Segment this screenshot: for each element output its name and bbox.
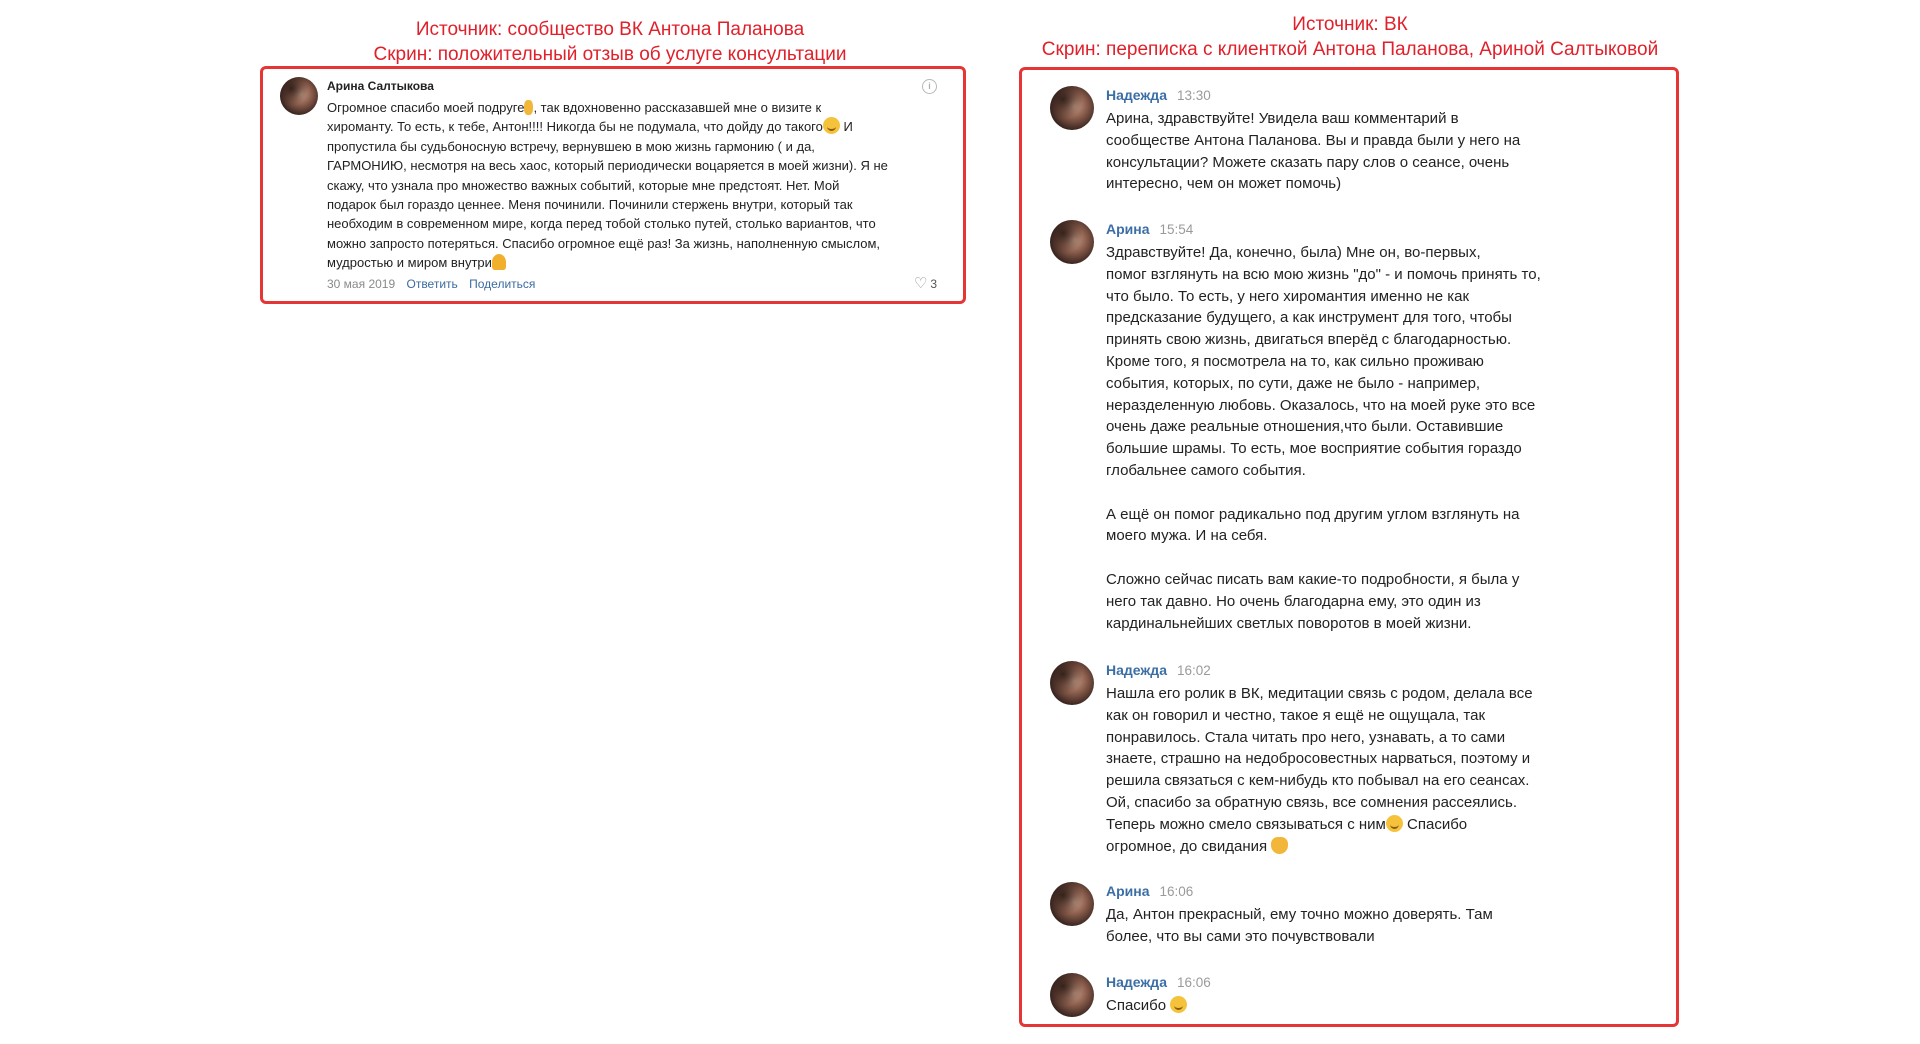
avatar[interactable] bbox=[1050, 973, 1094, 1017]
avatar[interactable] bbox=[280, 77, 318, 115]
message-line: Теперь можно смело связываться с ним Спасибо bbox=[1106, 815, 1468, 833]
sender-name[interactable]: Надежда bbox=[1106, 662, 1167, 678]
smile-emoji-icon bbox=[1386, 815, 1403, 832]
message-line: консультации? Можете сказать пару слов о сеансе, очень bbox=[1106, 153, 1510, 171]
message-time: 13:30 bbox=[1176, 88, 1211, 103]
waving-hand-emoji-icon bbox=[1271, 837, 1288, 854]
caption-right bbox=[1020, 12, 1680, 62]
caption-left-source: Источник: сообщество ВК Антона Паланова bbox=[415, 19, 805, 40]
message-line: неразделенную любовь. Оказалось, что на моей руке это все bbox=[1106, 396, 1536, 414]
message-line: Арина, здравствуйте! Увидела ваш комментарий в bbox=[1106, 110, 1459, 127]
avatar[interactable] bbox=[1050, 86, 1094, 130]
caption-right-screen: Скрин: переписка с клиенткой Антона Паланова, Ариной Салтыковой bbox=[1041, 39, 1659, 60]
message-time: 16:06 bbox=[1176, 975, 1211, 990]
sender-name[interactable]: Арина bbox=[1106, 221, 1150, 237]
review-line: необходим в современном мире, когда перед тобой столько путей, столько вариантов, что bbox=[327, 216, 876, 232]
message-line: принять свою жизнь, двигаться вперёд с благодарностью. bbox=[1106, 331, 1512, 349]
like-count: 3 bbox=[930, 277, 937, 291]
message-line: Да, Антон прекрасный, ему точно можно доверять. Там bbox=[1106, 906, 1493, 923]
message-line: понравилось. Стала читать про него, узнавать, а то сами bbox=[1106, 728, 1506, 746]
smile-emoji-icon bbox=[1170, 996, 1187, 1013]
share-link[interactable]: Поделиться bbox=[469, 277, 536, 291]
info-icon[interactable]: i bbox=[922, 79, 937, 94]
review-line: мудростью и миром внутри bbox=[327, 253, 947, 272]
message-line: огромное, до свидания bbox=[1106, 836, 1533, 858]
review-line: подарок был гораздо ценнее. Меня починили. Починили стержень внутри, который так bbox=[327, 197, 853, 213]
review-date[interactable]: 30 мая 2019 bbox=[327, 277, 396, 291]
heart-icon: ♡ bbox=[913, 275, 928, 292]
message-line: решила связаться с кем-нибудь кто побывал на его сеансах. bbox=[1106, 772, 1530, 790]
message-header bbox=[1106, 87, 1211, 103]
message-spacer bbox=[1106, 482, 1541, 504]
review-author-name[interactable]: Арина Салтыкова bbox=[327, 79, 434, 93]
message-line: моего мужа. И на себя. bbox=[1106, 527, 1268, 545]
message-time: 15:54 bbox=[1159, 222, 1194, 237]
review-line: Огромное спасибо моей подруге , так вдохновенно рассказавшей мне о визите к bbox=[327, 100, 822, 115]
message-header bbox=[1106, 662, 1211, 678]
message-line: Здравствуйте! Да, конечно, была) Мне он, во-первых, bbox=[1106, 244, 1481, 261]
message-line: него так давно. Но очень благодарна ему, это один из bbox=[1106, 592, 1481, 610]
review-text bbox=[327, 98, 947, 273]
message-line: А ещё он помог радикально под другим углом взглянуть на bbox=[1106, 505, 1520, 523]
review-line: пропустила бы судьбоносную встречу, вернувшею в мою жизнь гармонию ( и да, bbox=[327, 138, 815, 154]
message-line: Ой, спасибо за обратную связь, все сомнения рассеялись. bbox=[1106, 793, 1517, 811]
message-line: Кроме того, я посмотрела на то, как сильно проживаю bbox=[1106, 352, 1484, 370]
sender-name[interactable]: Надежда bbox=[1106, 974, 1167, 990]
chat-panel bbox=[1019, 67, 1679, 1027]
message-line: события, которых, по сути, даже не было - например, bbox=[1106, 374, 1481, 392]
message-line: интересно, чем он может помочь) bbox=[1106, 175, 1342, 193]
message-line: очень даже реальные отношения,что были. Оставившие bbox=[1106, 418, 1504, 436]
wink-emoji-icon bbox=[823, 117, 840, 134]
avatar[interactable] bbox=[1050, 882, 1094, 926]
sender-name[interactable]: Арина bbox=[1106, 883, 1150, 899]
avatar[interactable] bbox=[1050, 661, 1094, 705]
message-header bbox=[1106, 974, 1211, 990]
review-line: скажу, что узнала про множество важных событий, которые мне предстоят. Нет. Мой bbox=[327, 177, 840, 193]
message-header bbox=[1106, 883, 1193, 899]
review-line: хироманту. То есть, к тебе, Антон!!!! Никогда бы не подумала, что дойду до такого И bbox=[327, 119, 853, 135]
message-body bbox=[1106, 995, 1187, 1017]
pointing-finger-emoji-icon bbox=[524, 100, 533, 115]
message-body bbox=[1106, 904, 1493, 948]
caption-right-source: Источник: ВК bbox=[1292, 14, 1408, 35]
like-button[interactable] bbox=[914, 274, 937, 292]
message-header bbox=[1106, 221, 1193, 237]
message-line: что было. То есть, у него хиромантия именно не как bbox=[1106, 287, 1470, 305]
message-line: более, что вы сами это почувствовали bbox=[1106, 927, 1375, 945]
message-line: предсказание будущего, а как инструмент для того, чтобы bbox=[1106, 309, 1512, 327]
message-body bbox=[1106, 683, 1533, 857]
message-spacer bbox=[1106, 547, 1541, 569]
praying-hands-emoji-icon bbox=[492, 254, 506, 270]
reply-link[interactable]: Ответить bbox=[406, 277, 458, 291]
message-line: Спасибо bbox=[1106, 995, 1187, 1017]
review-card bbox=[260, 66, 966, 304]
message-line: как он говорил и честно, такое я ещё не ощущала, так bbox=[1106, 706, 1486, 724]
review-line: можно запросто потеряться. Спасибо огромное ещё раз! За жизнь, наполненную смыслом, bbox=[327, 235, 880, 251]
message-time: 16:02 bbox=[1176, 663, 1211, 678]
avatar[interactable] bbox=[1050, 220, 1094, 264]
review-footer bbox=[327, 277, 535, 291]
sender-name[interactable]: Надежда bbox=[1106, 87, 1167, 103]
caption-left-screen: Скрин: положительный отзыв об услуге консультации bbox=[373, 44, 847, 65]
message-time: 16:06 bbox=[1159, 884, 1194, 899]
review-line: ГАРМОНИЮ, несмотря на весь хаос, который периодически воцаряется в моей жизни). Я не bbox=[327, 158, 888, 174]
message-line: знаете, страшно на недобросовестных нарваться, поэтому и bbox=[1106, 750, 1531, 768]
message-line: кардинальнейших светлых поворотов в моей жизни. bbox=[1106, 614, 1472, 632]
message-body bbox=[1106, 242, 1541, 634]
caption-left bbox=[260, 17, 960, 67]
message-line: большие шрамы. То есть, мое восприятие события гораздо bbox=[1106, 440, 1522, 458]
message-body bbox=[1106, 108, 1520, 195]
message-line: глобальнее самого события. bbox=[1106, 461, 1306, 479]
message-line: Нашла его ролик в ВК, медитации связь с родом, делала все bbox=[1106, 685, 1533, 702]
message-line: помог взглянуть на всю мою жизнь "до" - и помочь принять то, bbox=[1106, 265, 1541, 283]
message-line: Сложно сейчас писать вам какие-то подробности, я была у bbox=[1106, 570, 1520, 588]
message-line: сообществе Антона Паланова. Вы и правда были у него на bbox=[1106, 131, 1521, 149]
